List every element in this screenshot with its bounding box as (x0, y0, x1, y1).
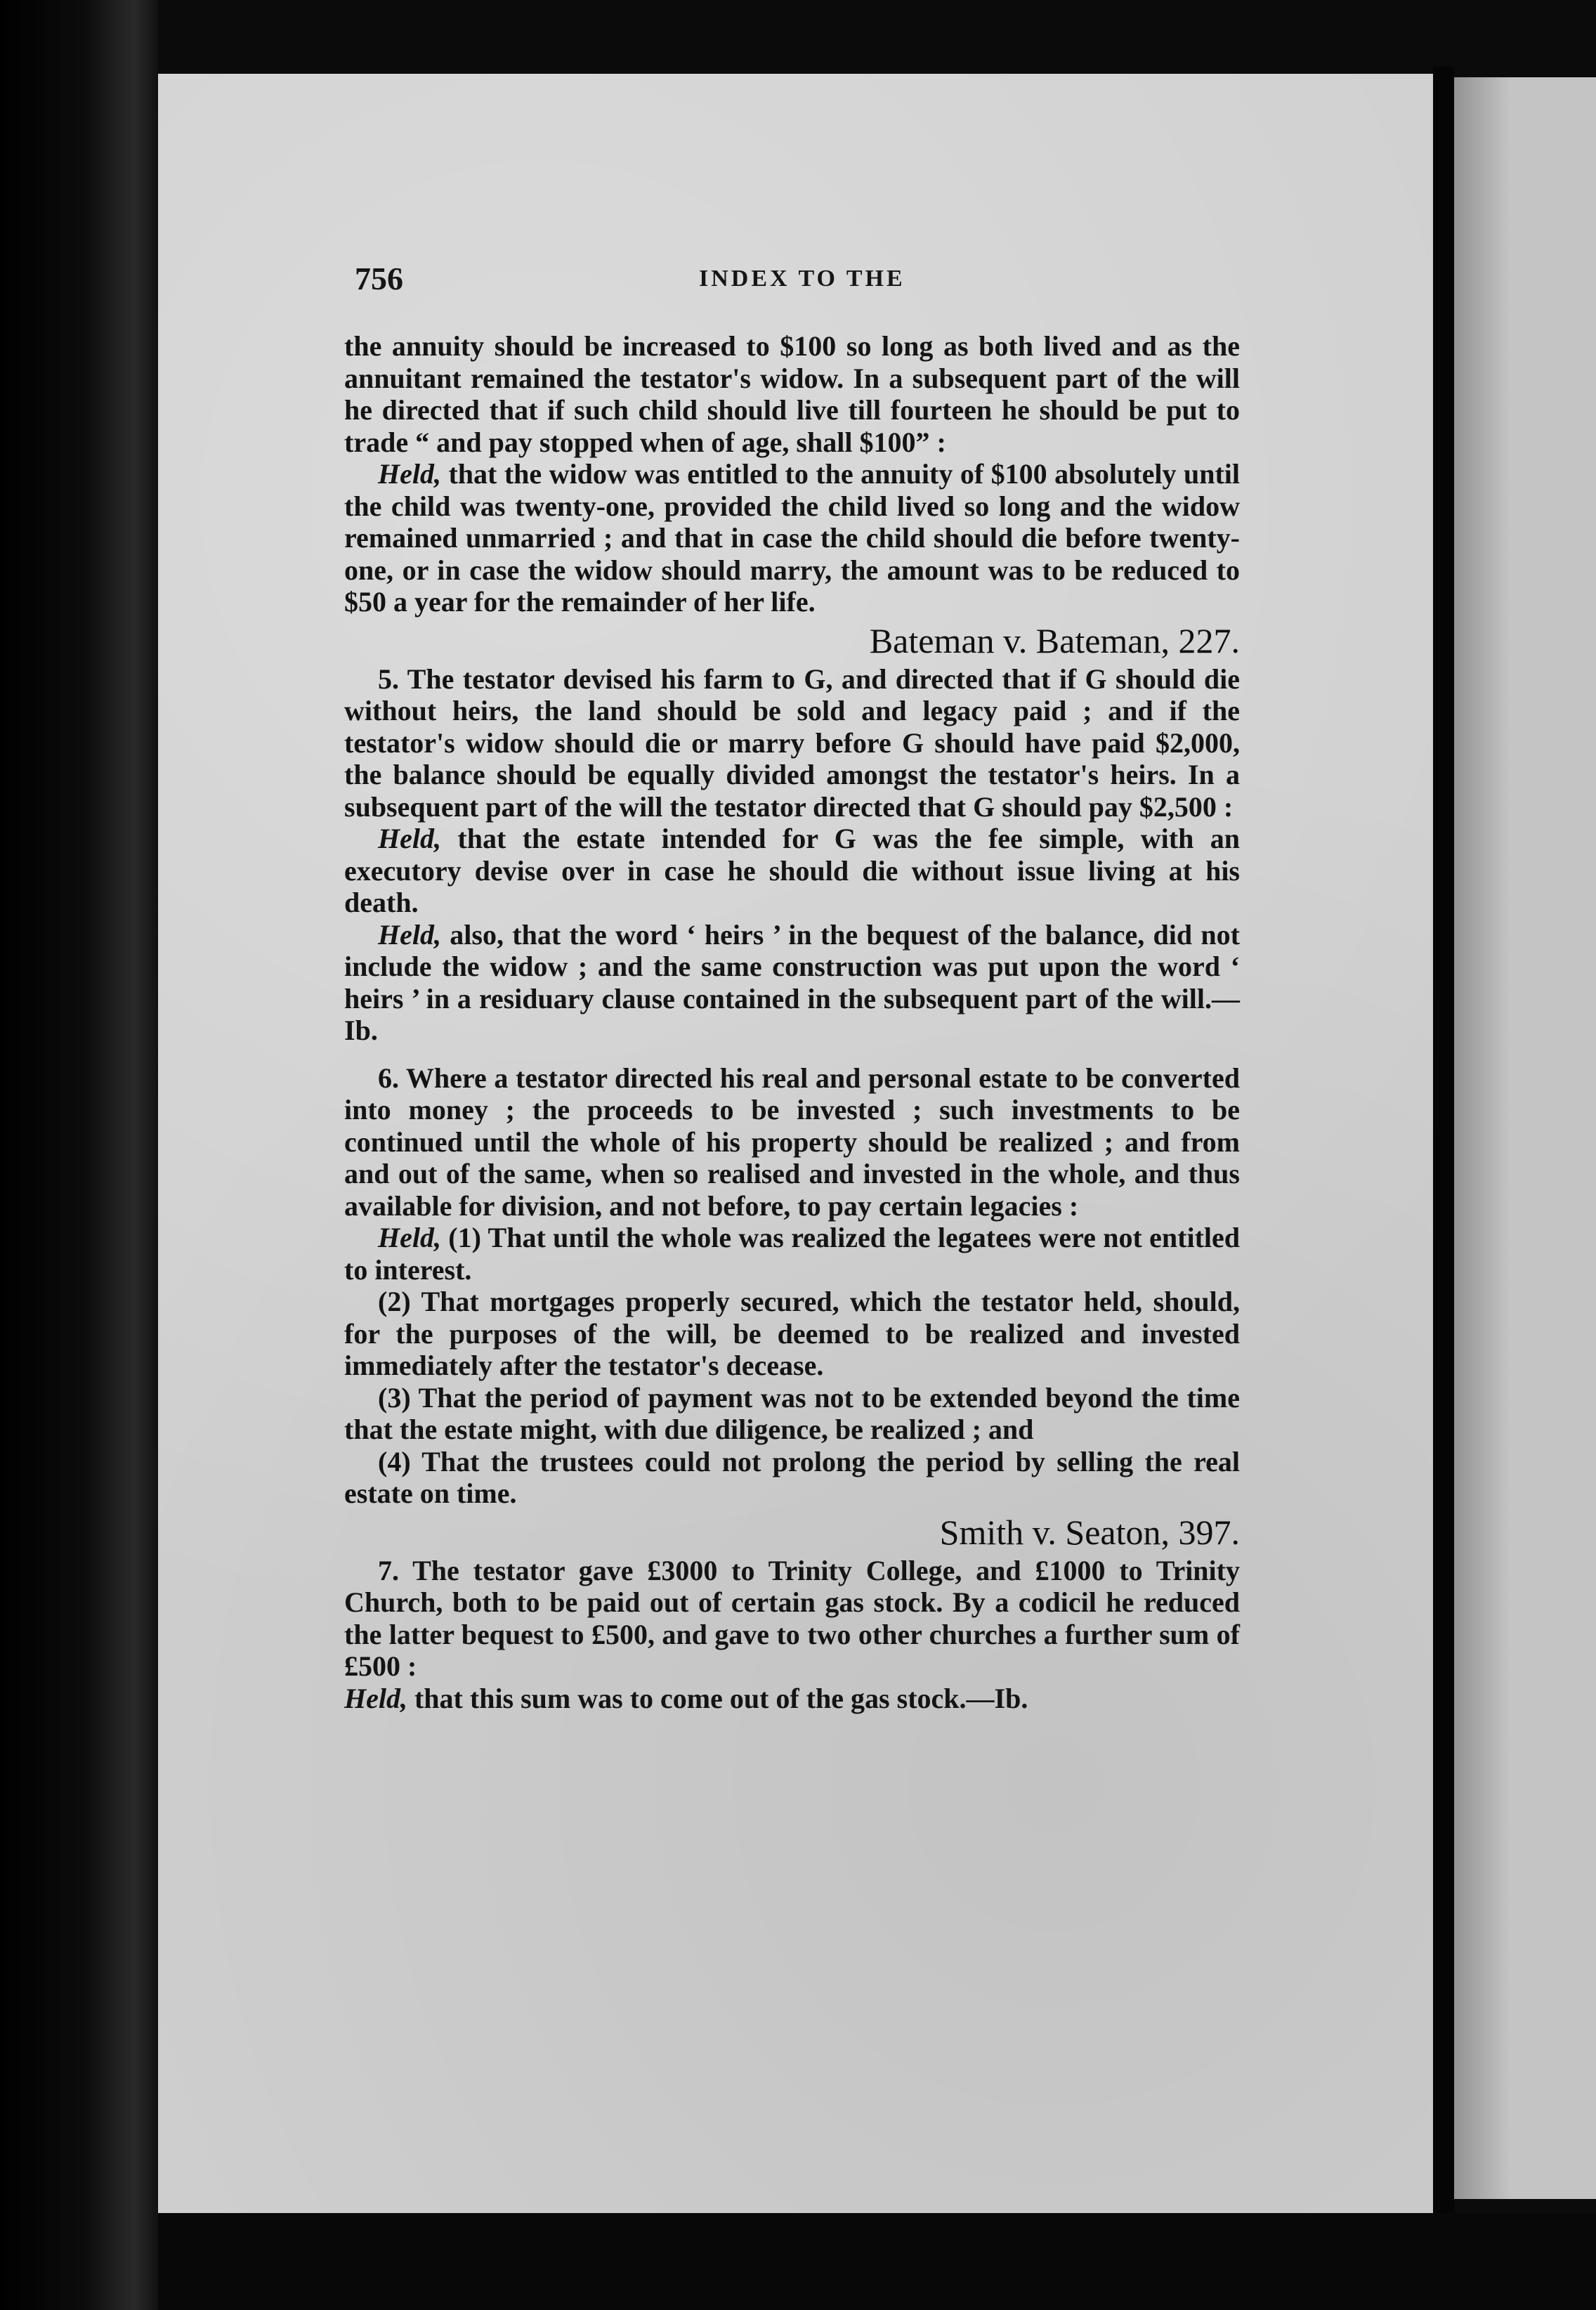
paragraph: 5. The testator devised his farm to G, and directed that if G should die without heirs, the land should be sold and legacy paid ; and if the testator's widow should die or marry before G should have paid $2,000, the balance should be equally divided amongst the testator's heirs. In a subsequent part of the will the testator directed that G should pay $2,500 : (344, 663, 1240, 823)
book-spine (1433, 67, 1454, 2220)
held-label: Held, (378, 458, 441, 490)
held-label: Held, (378, 918, 441, 951)
paragraph: (2) That mortgages properly secured, which the testator held, should, for the purposes of the will, be deemed to be realized and invested immediately after the testator's decease. (344, 1286, 1240, 1381)
held-label: Held, (378, 1222, 441, 1253)
paragraph-gap (344, 1047, 1240, 1062)
paragraph: (3) That the period of payment was not to be extended beyond the time that the estate might, with due diligence, be realized ; and (344, 1381, 1240, 1445)
scan-bottom-edge (158, 2213, 1596, 2310)
held-label: Held, (344, 1682, 407, 1714)
held-text: that the estate intended for G was the fee simple, with an executory devise over in case he should die without issue living at his death. (344, 823, 1240, 918)
held-text: that this sum was to come out of the gas stock.—Ib. (407, 1682, 1028, 1714)
running-head: INDEX TO THE (699, 266, 905, 292)
held-text: also, that the word ‘ heirs ’ in the bequest of the balance, did not include the widow ; and the same construction was put upon the word ‘ heirs ’ in a residuary clause contained in the subsequent part of the will.—Ib. (344, 918, 1240, 1046)
page-header (355, 260, 1275, 302)
paragraph: 6. Where a testator directed his real and personal estate to be converted into money ; the proceeds to be invested ; such investments to be continued until the whole of his property should be realized ; and from and out of the same, when so realised and invested in the whole, and thus available for division, and not before, to pay certain legacies : (344, 1062, 1240, 1222)
paragraph-held (344, 919, 1240, 1047)
case-citation: Bateman v. Bateman, 227. (869, 620, 1240, 660)
held-text: that the widow was entitled to the annuity of $100 absolutely until the child was twenty-one, provided the child lived so long and the widow remained unmarried ; and that in case the child should die before twenty-one, or in case the widow should marry, the amount was to be reduced to $50 a year for the remainder of her life. (344, 458, 1240, 618)
scan-left-edge (0, 0, 158, 2310)
paragraph: 7. The testator gave £3000 to Trinity College, and £1000 to Trinity Church, both to be paid out of certain gas stock. By a codicil he reduced the latter bequest to £500, and gave to two other churches a further sum of £500 : (344, 1554, 1240, 1682)
paragraph-held (344, 1683, 1240, 1715)
facing-page-edge (1454, 77, 1596, 2199)
case-citation: Smith v. Seaton, 397. (939, 1512, 1240, 1552)
held-label: Held, (378, 823, 441, 854)
paragraph: (4) That the trustees could not prolong the period by selling the real estate on time. (344, 1445, 1240, 1509)
paragraph-held (344, 458, 1240, 618)
page-number: 756 (355, 261, 403, 296)
paragraph-held (344, 823, 1240, 919)
paragraph-held (344, 1222, 1240, 1286)
paragraph: the annuity should be increased to $100 so long as both lived and as the annuitant remained the testator's widow. In a subsequent part of the will he directed that if such child should live till fourteen he should be put to trade “ and pay stopped when of age, shall $100” : (344, 330, 1240, 458)
index-text (344, 330, 1240, 1714)
held-text: (1) That until the whole was realized the legatees were not entitled to interest. (344, 1222, 1240, 1286)
